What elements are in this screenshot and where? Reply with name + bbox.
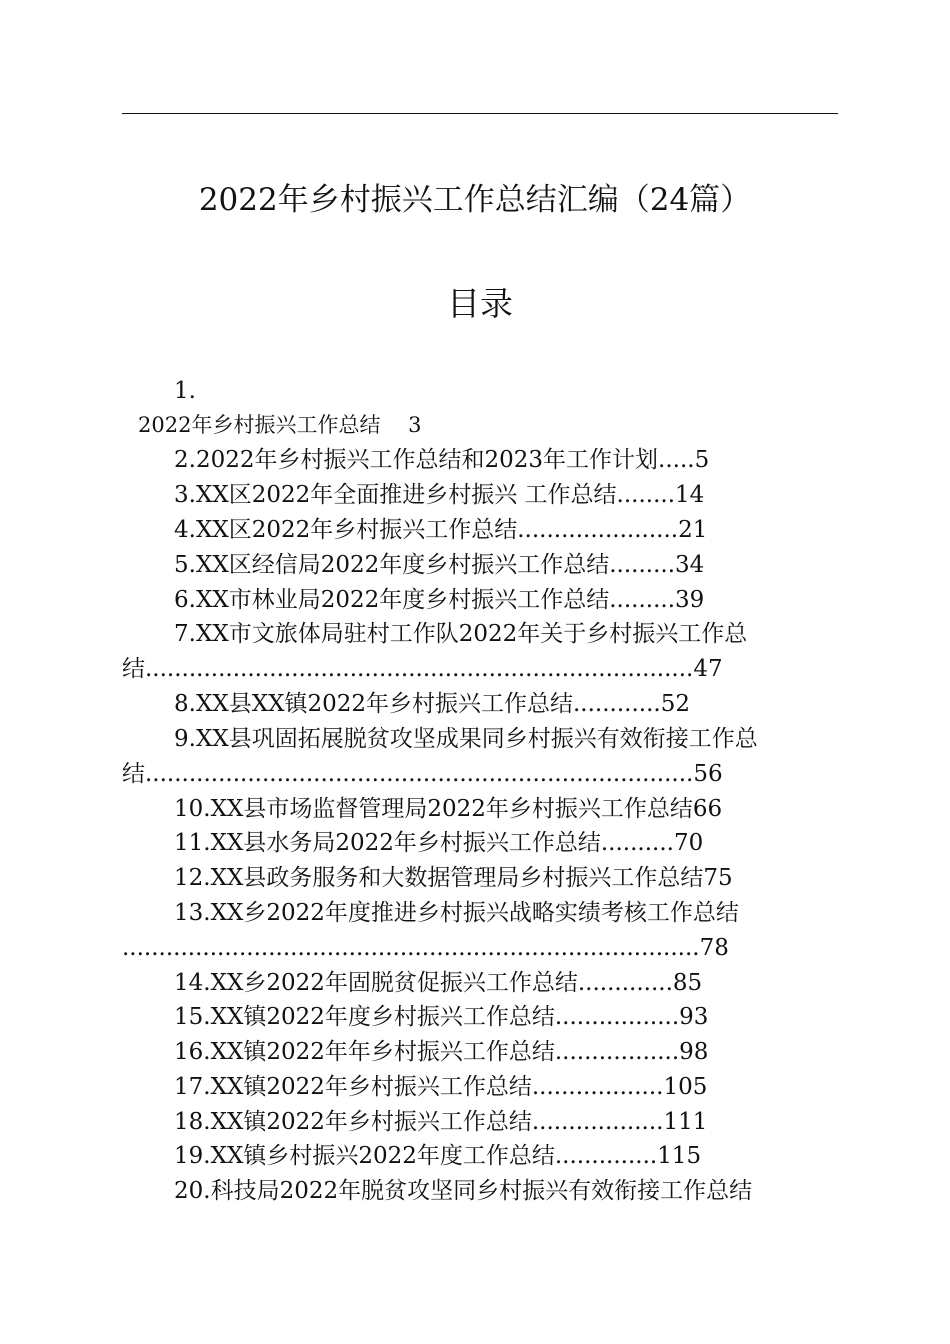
toc-entry-8[interactable]: 8.XX县XX镇2022年乡村振兴工作总结............52 (174, 691, 690, 717)
toc-entry-7[interactable]: 7.XX市文旅体局驻村工作队2022年关于乡村振兴工作总 (174, 621, 748, 647)
toc-entry-11[interactable]: 11.XX县水务局2022年乡村振兴工作总结..........70 (174, 830, 704, 856)
toc-entry-9[interactable]: 9.XX县巩固拓展脱贫攻坚成果同乡村振兴有效衔接工作总 (174, 726, 758, 752)
toc-entry-18[interactable]: 18.XX镇2022年乡村振兴工作总结..................111 (174, 1109, 708, 1135)
toc-entry-1-title[interactable]: 2022年乡村振兴工作总结 3 (138, 413, 422, 437)
toc-entry-3[interactable]: 3.XX区2022年全面推进乡村振兴 工作总结........14 (174, 482, 705, 508)
toc-entry-10[interactable]: 10.XX县市场监督管理局2022年乡村振兴工作总结66 (174, 796, 723, 822)
document-title: 2022年乡村振兴工作总结汇编（24篇） (198, 182, 752, 218)
toc-entry-13-continued[interactable]: ...............................................................................78 (122, 935, 729, 961)
toc-entry-4[interactable]: 4.XX区2022年乡村振兴工作总结......................21 (174, 517, 708, 543)
toc-entry-1-number[interactable]: 1. (174, 378, 196, 404)
toc-entry-6[interactable]: 6.XX市林业局2022年度乡村振兴工作总结.........39 (174, 587, 705, 613)
toc-entry-2[interactable]: 2.2022年乡村振兴工作总结和2023年工作计划.....5 (174, 447, 710, 473)
toc-entry-7-continued[interactable]: 结...........................................................................47 (122, 656, 723, 682)
toc-entry-19[interactable]: 19.XX镇乡村振兴2022年度工作总结..............115 (174, 1143, 702, 1169)
toc-heading: 目录 (447, 284, 513, 323)
toc-entry-14[interactable]: 14.XX乡2022年固脱贫促振兴工作总结.............85 (174, 970, 703, 996)
toc-entry-15[interactable]: 15.XX镇2022年度乡村振兴工作总结.................93 (174, 1004, 709, 1030)
toc-entry-5[interactable]: 5.XX区经信局2022年度乡村振兴工作总结.........34 (174, 552, 705, 578)
toc-entry-16[interactable]: 16.XX镇2022年年乡村振兴工作总结.................98 (174, 1039, 709, 1065)
toc-entry-20[interactable]: 20.科技局2022年脱贫攻坚同乡村振兴有效衔接工作总结 (174, 1178, 753, 1204)
header-rule (122, 113, 838, 114)
toc-entry-13[interactable]: 13.XX乡2022年度推进乡村振兴战略实绩考核工作总结 (174, 900, 739, 926)
toc-entry-12[interactable]: 12.XX县政务服务和大数据管理局乡村振兴工作总结75 (174, 865, 733, 891)
toc-entry-17[interactable]: 17.XX镇2022年乡村振兴工作总结..................105 (174, 1074, 708, 1100)
toc-entry-9-continued[interactable]: 结...........................................................................56 (122, 761, 723, 787)
